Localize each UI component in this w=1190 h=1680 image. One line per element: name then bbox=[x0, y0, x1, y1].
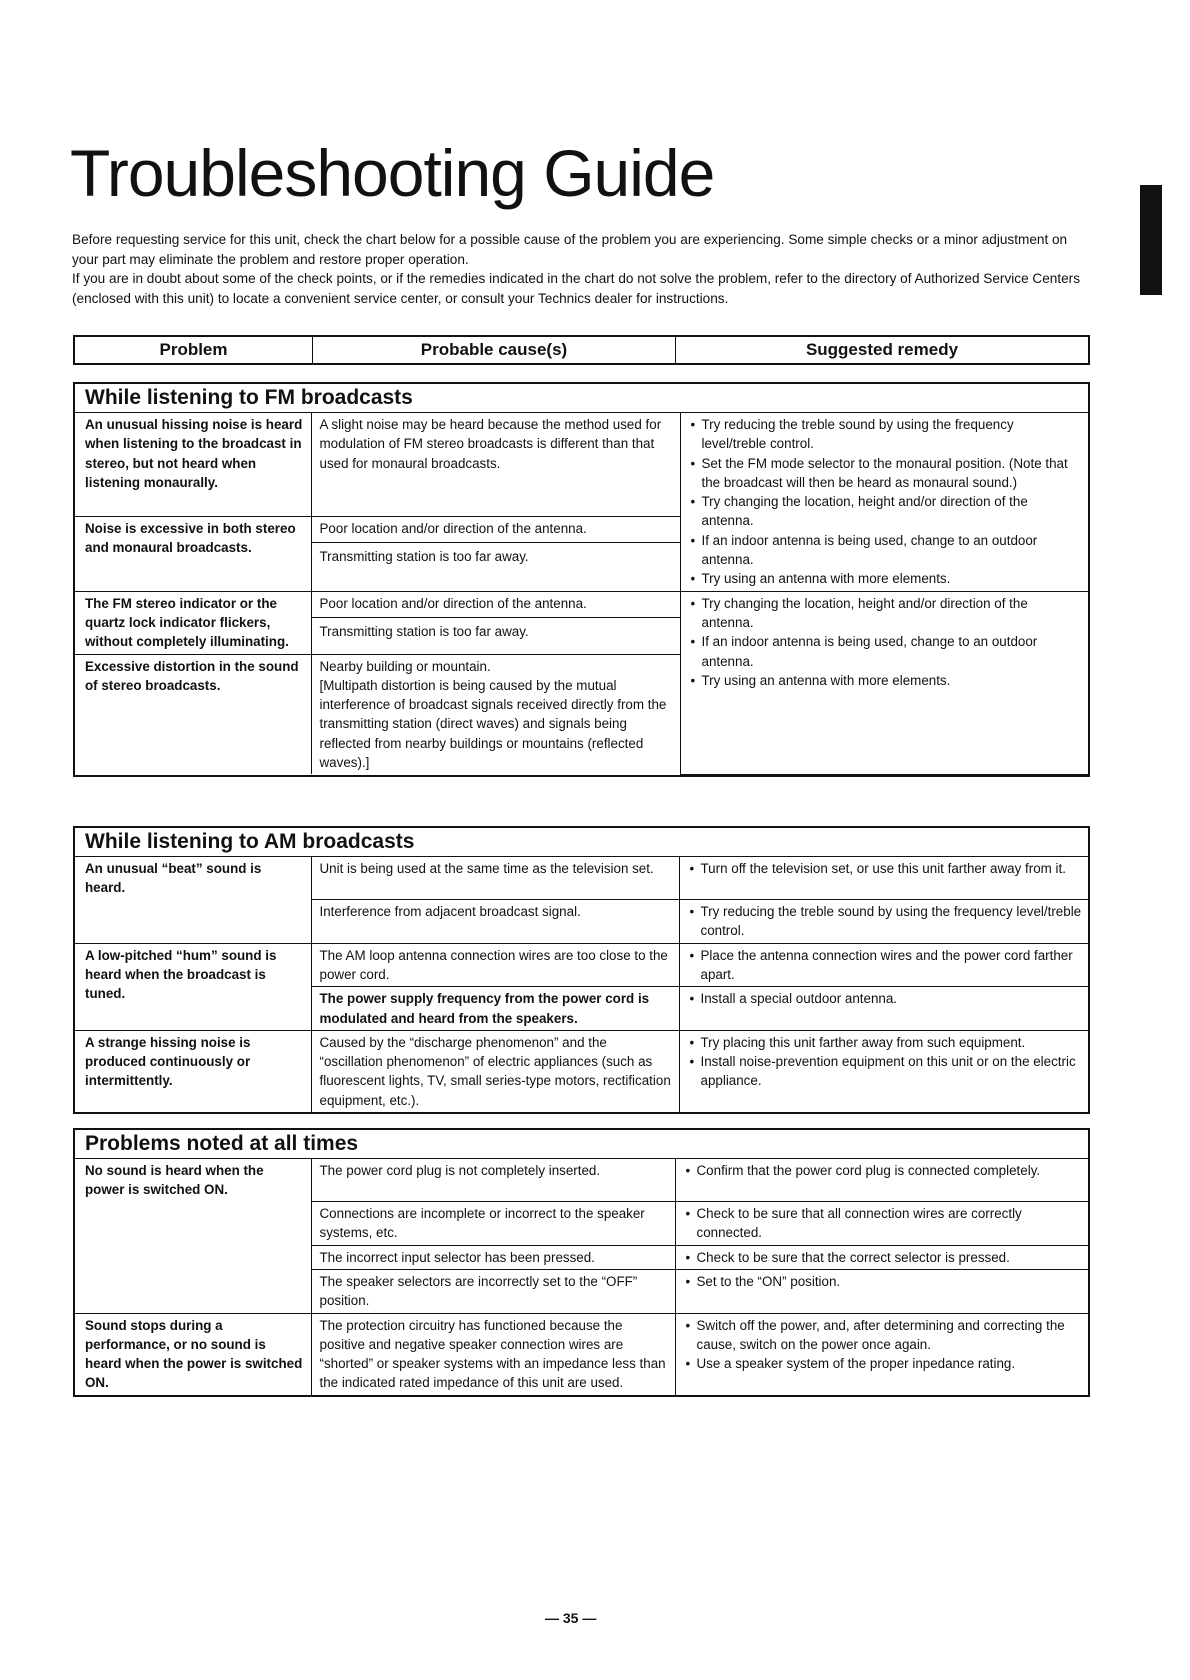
cause-line: Transmitting station is too far away. bbox=[312, 617, 680, 641]
remedy-cell bbox=[675, 1269, 1088, 1313]
list-item: • Set the FM mode selector to the monaural position. (Note that the broadcast will then be heard as monaural sound.) bbox=[691, 454, 1083, 493]
cause-cell bbox=[311, 654, 680, 774]
table-row bbox=[75, 1030, 1088, 1112]
remedy-list bbox=[686, 1161, 1083, 1180]
problem-cell: Noise is excessive in both stereo and monaural broadcasts. bbox=[75, 516, 311, 591]
list-item: • Turn off the television set, or use this unit farther away from it. bbox=[690, 859, 1083, 878]
cause-cell: The AM loop antenna connection wires are too close to the power cord. bbox=[311, 943, 679, 987]
problem-cell bbox=[75, 1202, 311, 1246]
list-item: • Switch off the power, and, after determining and correcting the cause, switch on the power once again. bbox=[686, 1316, 1083, 1355]
remedy-cell bbox=[679, 987, 1088, 1031]
table-row bbox=[75, 1269, 1088, 1313]
table-row bbox=[75, 591, 1088, 654]
list-item: • Try using an antenna with more elements. bbox=[691, 569, 1083, 588]
section-title: While listening to AM broadcasts bbox=[75, 828, 1088, 857]
remedy-list bbox=[690, 989, 1083, 1008]
list-item: • Install noise-prevention equipment on this unit or on the electric appliance. bbox=[690, 1052, 1083, 1091]
cause-cell: Unit is being used at the same time as the television set. bbox=[311, 857, 679, 900]
problem-cell: An unusual hissing noise is heard when listening to the broadcast in stereo, but not heard when listening monaurally. bbox=[75, 413, 311, 516]
remedy-cell bbox=[679, 943, 1088, 987]
section-am bbox=[73, 826, 1090, 1114]
cause-cell: The protection circuitry has functioned because the positive and negative speaker connection wires are “shorted” or speaker systems with an impedance less than the indicated rated impedance of this unit are used. bbox=[311, 1313, 675, 1395]
remedy-cell bbox=[679, 1030, 1088, 1112]
table-row bbox=[75, 1159, 1088, 1202]
remedy-list bbox=[690, 902, 1083, 941]
problem-cell: A low-pitched “hum” sound is heard when the broadcast is tuned. bbox=[75, 943, 311, 1030]
list-item: • Try changing the location, height and/or direction of the antenna. bbox=[691, 492, 1083, 531]
intro-text bbox=[72, 230, 1092, 308]
problem-cell: The FM stereo indicator or the quartz lock indicator flickers, without completely illuminating. bbox=[75, 591, 311, 654]
page-number: — 35 — bbox=[545, 1610, 597, 1626]
remedy-cell bbox=[679, 900, 1088, 944]
list-item: • Use a speaker system of the proper inpedance rating. bbox=[686, 1354, 1083, 1373]
table-row bbox=[75, 900, 1088, 944]
remedy-list bbox=[686, 1316, 1083, 1374]
language-tab bbox=[1140, 185, 1178, 295]
cause-line: Nearby building or mountain. bbox=[319, 658, 491, 674]
list-item: • Try reducing the treble sound by using the frequency level/treble control. bbox=[691, 415, 1083, 454]
table-row bbox=[75, 413, 1088, 516]
list-item: • Check to be sure that the correct selector is pressed. bbox=[686, 1248, 1083, 1267]
list-item: • Try placing this unit farther away from such equipment. bbox=[690, 1033, 1083, 1052]
remedy-list bbox=[690, 946, 1083, 985]
list-item: • Confirm that the power cord plug is connected completely. bbox=[686, 1161, 1083, 1180]
section-title: Problems noted at all times bbox=[75, 1130, 1088, 1159]
problem-cell: No sound is heard when the power is switched ON. bbox=[75, 1159, 311, 1202]
problem-cell: Sound stops during a performance, or no sound is heard when the power is switched ON. bbox=[75, 1313, 311, 1395]
fm-table bbox=[75, 413, 1088, 775]
column-header-remedy: Suggested remedy bbox=[805, 340, 959, 359]
all-times-table bbox=[75, 1159, 1088, 1395]
section-all-times bbox=[73, 1128, 1090, 1397]
list-item: • Install a special outdoor antenna. bbox=[690, 989, 1083, 1008]
intro-paragraph: Before requesting service for this unit, check the chart below for a possible cause of the problem you are experiencing. Some simple checks or a minor adjustment on your part may eliminate the problem and restore proper operation. bbox=[72, 232, 1068, 267]
list-item: • Check to be sure that all connection wires are correctly connected. bbox=[686, 1204, 1083, 1243]
cause-line: [Multipath distortion is being caused by the mutual interference of broadcast signals received directly from the transmitting station (direct waves) and signals being reflected from nearby buildings or mountains (reflected waves).] bbox=[319, 677, 667, 771]
table-row bbox=[75, 1245, 1088, 1269]
remedy-cell bbox=[675, 1159, 1088, 1202]
cause-cell: The incorrect input selector has been pressed. bbox=[311, 1245, 675, 1269]
cause-cell: Interference from adjacent broadcast signal. bbox=[311, 900, 679, 944]
list-item: • If an indoor antenna is being used, change to an outdoor antenna. bbox=[691, 632, 1083, 671]
problem-cell bbox=[75, 900, 311, 944]
remedy-list bbox=[691, 415, 1083, 589]
cause-line: Poor location and/or direction of the antenna. bbox=[319, 520, 587, 536]
table-row bbox=[75, 1313, 1088, 1395]
remedy-cell bbox=[679, 857, 1088, 900]
cause-cell bbox=[311, 591, 680, 654]
remedy-list bbox=[691, 594, 1083, 690]
problem-cell: A strange hissing noise is produced continuously or intermittently. bbox=[75, 1030, 311, 1112]
cause-cell: Connections are incomplete or incorrect to the speaker systems, etc. bbox=[311, 1202, 675, 1246]
cause-cell: A slight noise may be heard because the method used for modulation of FM stereo broadcasts is different than that used for monaural broadcasts. bbox=[311, 413, 680, 516]
language-tab-label: ENGLISH bbox=[1165, 212, 1178, 268]
remedy-cell bbox=[675, 1202, 1088, 1246]
remedy-list bbox=[686, 1204, 1083, 1243]
remedy-list bbox=[690, 859, 1083, 878]
cause-cell: The power cord plug is not completely inserted. bbox=[311, 1159, 675, 1202]
problem-cell bbox=[75, 1269, 311, 1313]
page-title: Troubleshooting Guide bbox=[70, 136, 715, 210]
remedy-cell bbox=[675, 1245, 1088, 1269]
cause-cell bbox=[311, 516, 680, 591]
problem-cell: Excessive distortion in the sound of stereo broadcasts. bbox=[75, 654, 311, 774]
list-item: • Place the antenna connection wires and the power cord farther apart. bbox=[690, 946, 1083, 985]
table-row bbox=[75, 943, 1088, 987]
table-row bbox=[75, 857, 1088, 900]
column-header-cause: Probable cause(s) bbox=[313, 337, 676, 363]
section-fm bbox=[73, 382, 1090, 777]
problem-cell bbox=[75, 1245, 311, 1269]
intro-paragraph: If you are in doubt about some of the check points, or if the remedies indicated in the chart do not solve the problem, refer to the directory of Authorized Service Centers (enclosed with this unit) to locate a convenient service center, or consult your Technics dealer for instructions. bbox=[72, 271, 1081, 306]
remedy-list bbox=[686, 1272, 1083, 1291]
cause-cell: The speaker selectors are incorrectly set to the “OFF” position. bbox=[311, 1269, 675, 1313]
column-header bbox=[73, 335, 1090, 365]
remedy-cell bbox=[680, 413, 1088, 591]
list-item: • Try changing the location, height and/or direction of the antenna. bbox=[691, 594, 1083, 633]
cause-cell: The power supply frequency from the power cord is modulated and heard from the speakers. bbox=[311, 987, 679, 1031]
list-item: • If an indoor antenna is being used, change to an outdoor antenna. bbox=[691, 531, 1083, 570]
cause-line: Poor location and/or direction of the antenna. bbox=[319, 595, 587, 611]
remedy-list bbox=[690, 1033, 1083, 1091]
am-table bbox=[75, 857, 1088, 1112]
remedy-cell bbox=[680, 591, 1088, 774]
remedy-list bbox=[686, 1248, 1083, 1267]
column-header-problem: Problem bbox=[75, 337, 313, 363]
cause-line: Transmitting station is too far away. bbox=[312, 542, 680, 566]
list-item: • Try reducing the treble sound by using the frequency level/treble control. bbox=[690, 902, 1083, 941]
cause-cell: Caused by the “discharge phenomenon” and the “oscillation phenomenon” of electric appliances (such as fluorescent lights, TV, small series-type motors, rectification equipment, etc.). bbox=[311, 1030, 679, 1112]
list-item: • Try using an antenna with more elements. bbox=[691, 671, 1083, 690]
remedy-cell bbox=[675, 1313, 1088, 1395]
list-item: • Set to the “ON” position. bbox=[686, 1272, 1083, 1291]
table-row bbox=[75, 1202, 1088, 1246]
section-title: While listening to FM broadcasts bbox=[75, 384, 1088, 413]
problem-cell: An unusual “beat” sound is heard. bbox=[75, 857, 311, 900]
